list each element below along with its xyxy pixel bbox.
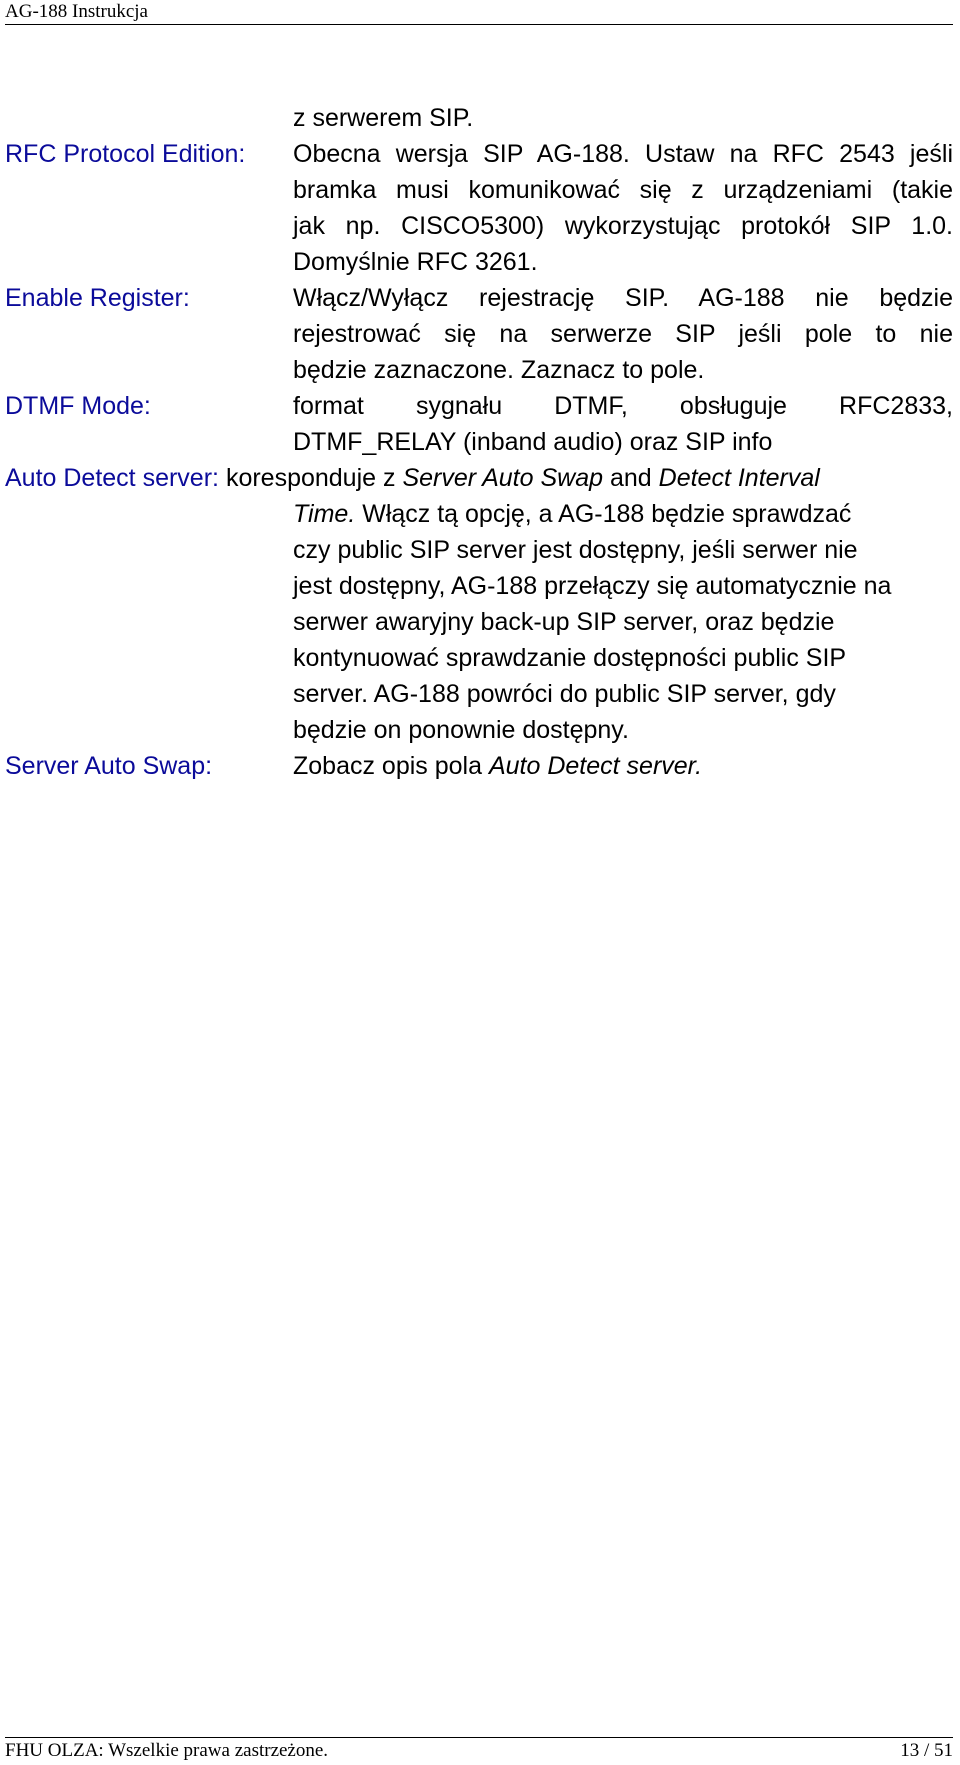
- auto-detect-text: koresponduje z: [225, 464, 396, 492]
- continuation-text: z serwerem SIP.: [293, 104, 474, 132]
- auto-detect-description-line: będzie on ponownie dostępny.: [293, 716, 629, 744]
- auto-detect-description-line: serwer awaryjny back-up SIP server, oraz będzie: [293, 608, 835, 636]
- dtmf-description-line: format sygnału DTMF, obsługuje RFC2833,: [293, 392, 953, 420]
- copyright-text: FHU OLZA: Wszelkie prawa zastrzeżone.: [5, 1740, 329, 1761]
- document-title: AG-188 Instrukcja: [5, 1, 148, 22]
- auto-detect-description-line: czy public SIP server jest dostępny, jeśli serwer nie: [293, 536, 858, 564]
- rfc-description-line: bramka musi komunikować się z urządzeniami (takie: [293, 176, 953, 204]
- enable-description-line: rejestrować się na serwerze SIP jeśli pole to nie: [293, 320, 953, 348]
- rfc-description-line: Domyślnie RFC 3261.: [293, 248, 538, 276]
- page-number: 13 / 51: [900, 1740, 953, 1761]
- label-dtmf-mode: DTMF Mode:: [5, 392, 151, 420]
- auto-detect-description-line: kontynuować sprawdzanie dostępności public SIP: [293, 644, 847, 672]
- enable-description-line: Włącz/Wyłącz rejestrację SIP. AG-188 nie będzie: [293, 284, 953, 312]
- rfc-description-line: jak np. CISCO5300) wykorzystując protokół SIP 1.0.: [293, 212, 953, 240]
- label-auto-detect-server: Auto Detect server:: [5, 464, 219, 492]
- auto-detect-italic-term: Time.: [293, 500, 356, 528]
- auto-detect-italic-term: Detect Interval: [658, 464, 820, 492]
- label-server-auto-swap: Server Auto Swap:: [5, 752, 213, 780]
- auto-detect-text: and: [609, 464, 652, 492]
- rfc-description-line: Obecna wersja SIP AG-188. Ustaw na RFC 2543 jeśli: [293, 140, 953, 168]
- label-enable-register: Enable Register:: [5, 284, 190, 312]
- auto-detect-first-line: [5, 460, 820, 496]
- auto-detect-description-line: jest dostępny, AG-188 przełączy się automatycznie na: [293, 572, 892, 600]
- swap-text: Zobacz opis pola: [293, 752, 483, 780]
- page-footer: [5, 1737, 953, 1764]
- page-header: [5, 0, 953, 25]
- label-rfc-protocol-edition: RFC Protocol Edition:: [5, 140, 246, 168]
- auto-detect-italic-term: Server Auto Swap: [402, 464, 604, 492]
- swap-italic-term: Auto Detect server.: [488, 752, 703, 780]
- enable-description-line: będzie zaznaczone. Zaznacz to pole.: [293, 356, 705, 384]
- auto-detect-text: Włącz tą opcję, a AG-188 będzie sprawdzać: [362, 500, 852, 528]
- auto-detect-description-line: server. AG-188 powróci do public SIP server, gdy: [293, 680, 836, 708]
- dtmf-description-line: DTMF_RELAY (inband audio) oraz SIP info: [293, 428, 773, 456]
- auto-detect-description-line: [293, 496, 851, 532]
- swap-description-line: [293, 748, 702, 784]
